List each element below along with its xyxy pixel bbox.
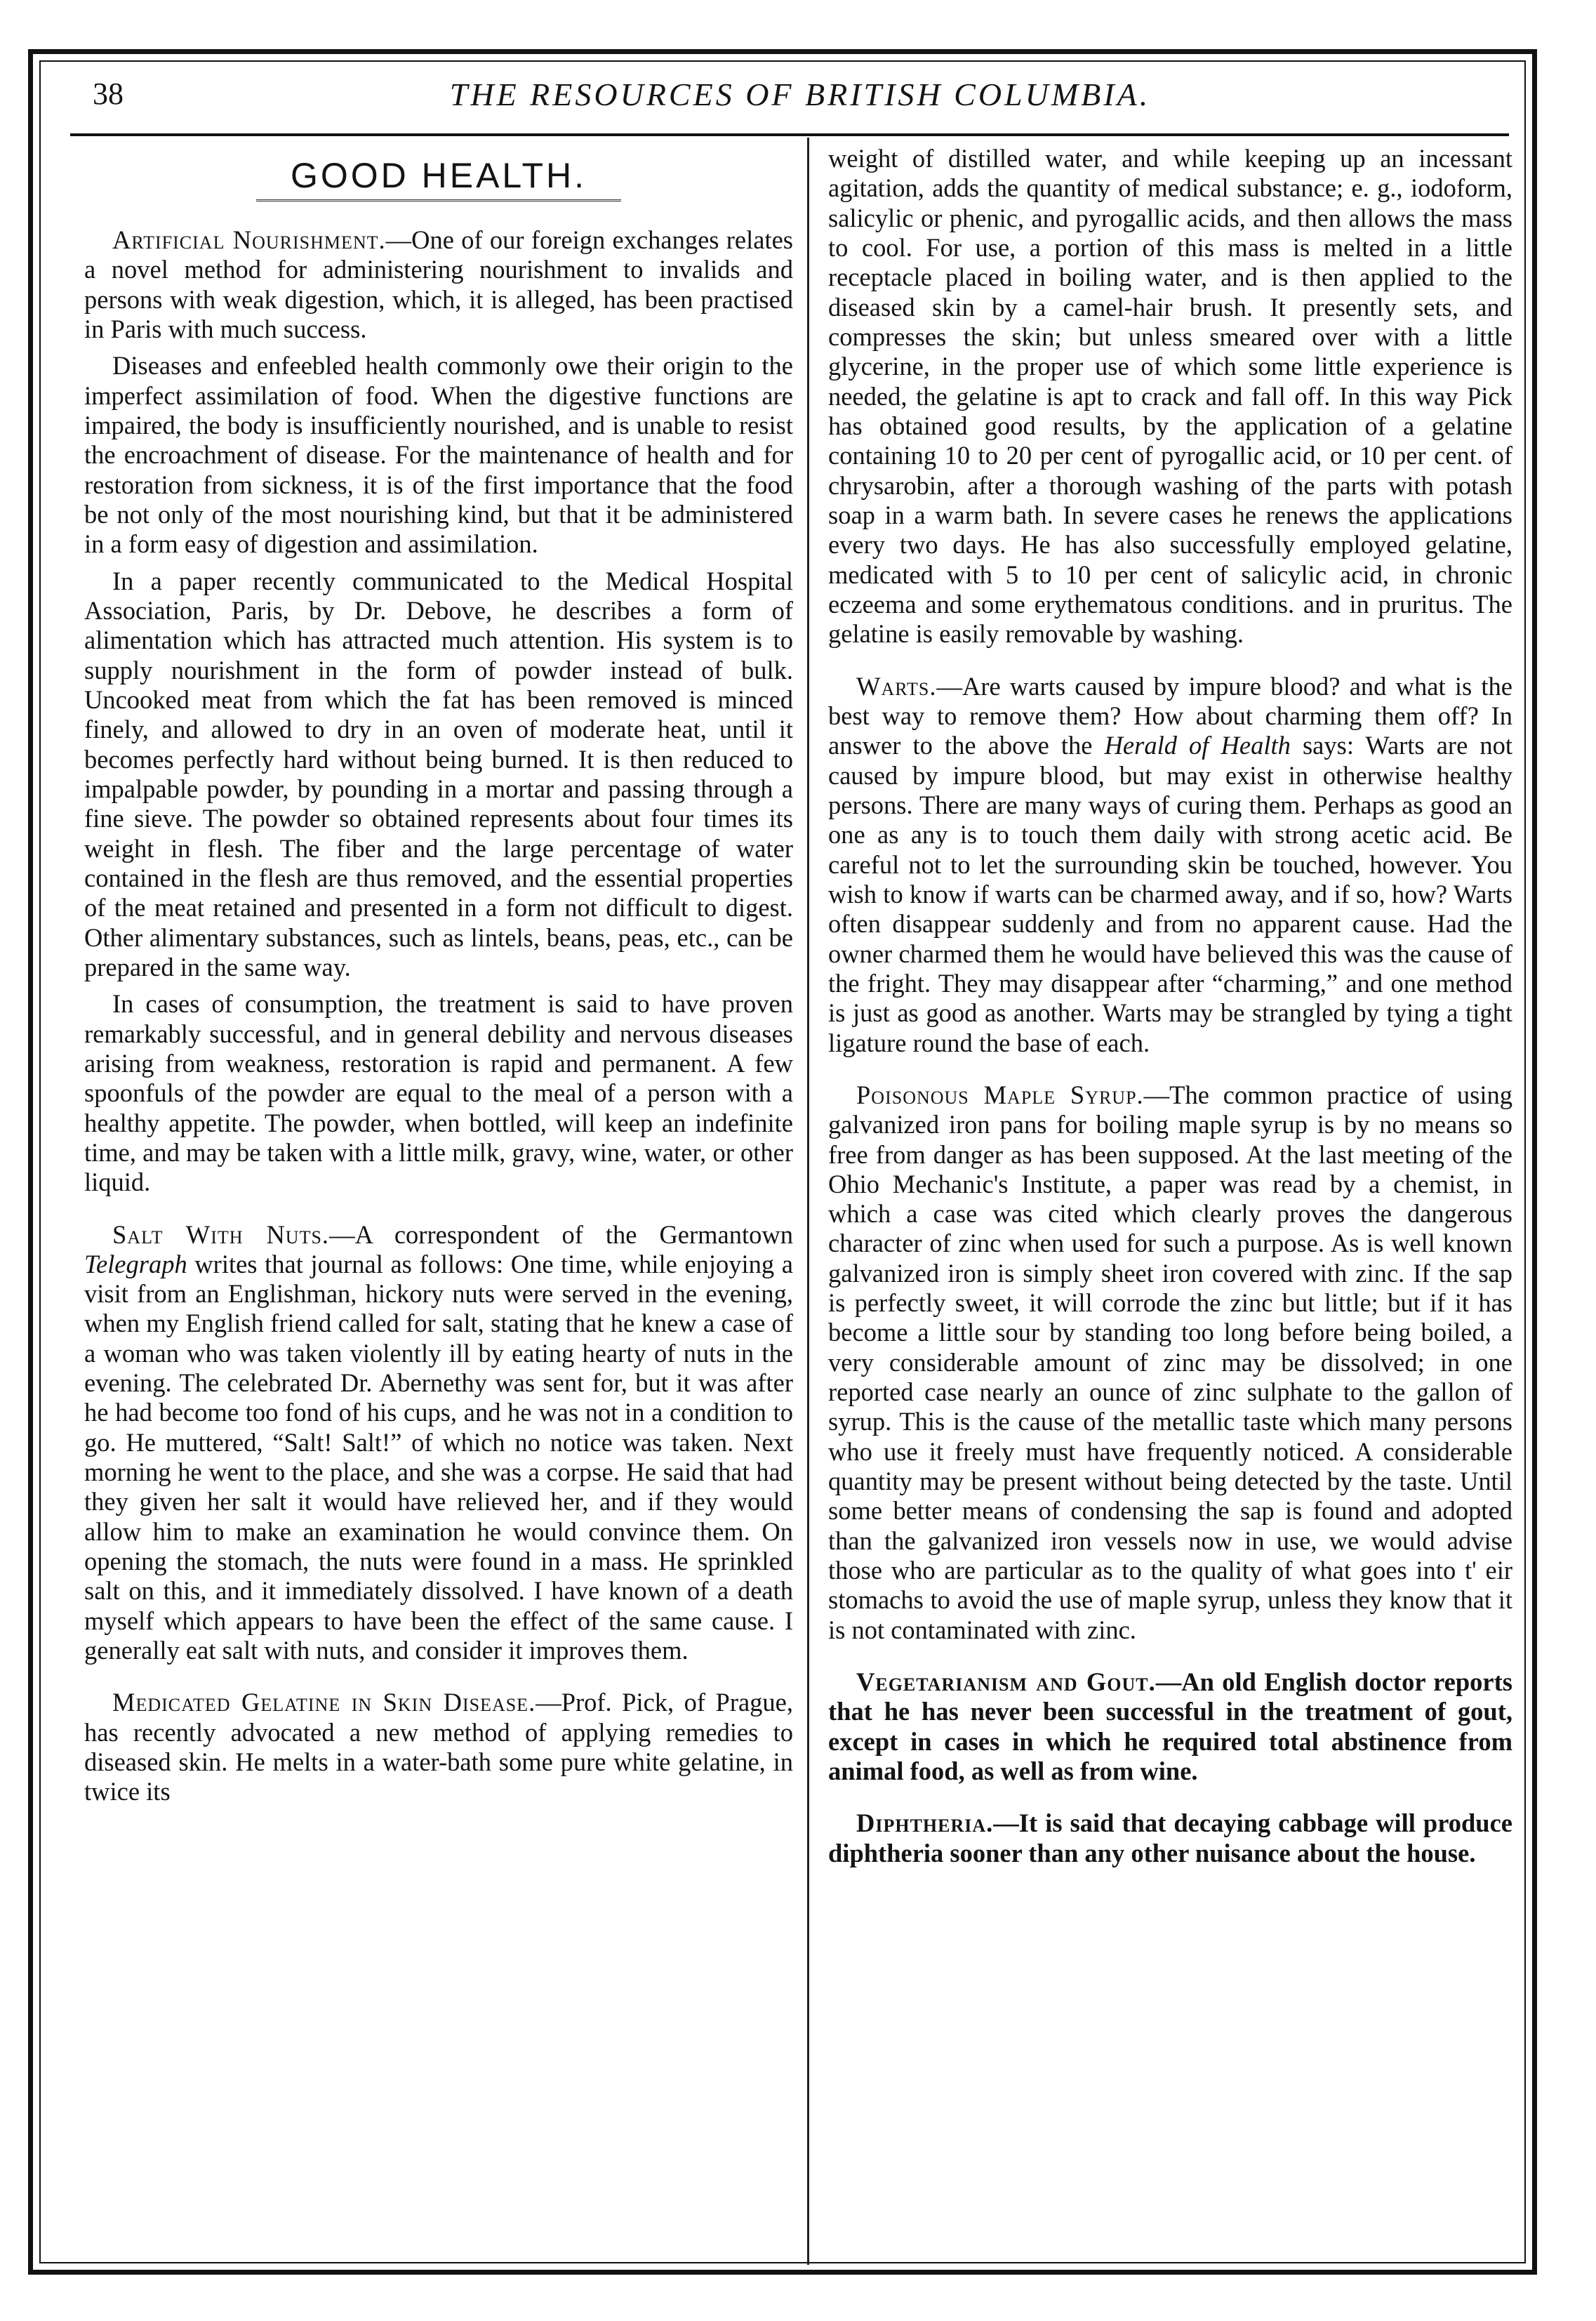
article-artificial-nourishment [84, 225, 793, 1198]
section-title-rule [256, 199, 621, 203]
article-medicated-gelatine-continued [828, 144, 1512, 649]
paragraph-text: —Are warts caused by impure blood? and what is the best way to remove them? How about charming them off? In answer to the above the [828, 671, 1512, 760]
paragraph-text: —The common practice of using galvanized iron pans for boiling maple syrup is by no means so free from danger as has been supposed. At the last meeting of the Ohio Mechanic's Institute, a paper was read by a chemist, in which a case was cited which clearly proves the dangerous character of zinc when used for such a purpose. As is well known galvanized iron is simply sheet iron covered with zinc. If the sap is perfectly sweet, it will corrode the zinc but little; but if it has become a little sour by standing too long before being boiled, a very considerable amount of zinc may be dissolved; in one reported case nearly an ounce of zinc sulphate to the gallon of syrup. This is the cause of the metallic taste which many persons who use it freely must have frequently noticed. A considerable quantity may be present without being detected by the taste. Until some better means of condensing the sap is found and adopted than the galvanized iron vessels now in use, we would advise those who are particular as to the quality of what goes into t' eir stomachs to avoid the use of maple syrup, unless they know that it is not contaminated with zinc. [828, 1080, 1512, 1644]
paragraph: weight of distilled water, and while keeping up an incessant agitation, adds the quantity of medical substance; e. g., iodoform, salicylic or phenic, and pyrogallic acids, and then allows the mass to cool. For use, a portion of this mass is melted in a little receptacle placed in boiling water, and is then applied to the diseased skin by a camel-hair brush. It presently sets, and compresses the skin; but unless smeared over with a little glycerine, in the proper use of which some little experience is needed, the gelatine is apt to crack and fall off. In this way Pick has obtained good results, by the application of a gelatine containing 10 to 20 per cent of pyrogallic acid, or 10 per cent. of chrysarobin, after a thorough washing of the parts with potash soap in a warm bath. In severe cases he renews the applications every two days. He has also successfully employed gelatine, medicated with 5 to 10 per cent of salicylic acid, in chronic eczeema and some erythematous conditions. and in pruritus. The gelatine is easily removable by washing. [828, 144, 1512, 649]
running-head [84, 76, 1516, 118]
article-heading: Vegetarianism and Gout. [856, 1667, 1156, 1697]
column-divider [807, 138, 809, 2265]
paragraph-text: writes that journal as follows: One time, while enjoying a visit from an Englishman, hickory nuts were served in the evening, when my English friend called for salt, stating that he knew a case of a woman who was taken violently ill by eating hearty of nuts in the evening. The celebrated Dr. Abernethy was sent for, but it was after he had become too fond of his cups, and he was not in a condition to go. He muttered, “Salt! Salt!” of which no notice was taken. Next morning he went to the place, and she was a corpse. He said that had they given her salt it would have relieved her, and if they would allow him to make an examination he would convince them. On opening the stomach, the nuts were found in a mass. He sprinkled salt on this, and it immediately dissolved. I have known of a death myself which appears to have been the effect of the same cause. I generally eat salt with nuts, and consider it improves them. [84, 1249, 793, 1665]
article-heading: Warts. [856, 671, 937, 701]
paragraph [84, 1220, 793, 1666]
paragraph-text: —A correspondent of the Germantown [329, 1219, 793, 1249]
journal-name: Herald of Health [1104, 731, 1291, 760]
article-salt-with-nuts [84, 1220, 793, 1666]
article-heading: Poisonous Maple Syrup. [856, 1080, 1144, 1109]
newspaper-name: Telegraph [84, 1249, 187, 1278]
article-warts [828, 672, 1512, 1058]
article-heading: Artificial Nourishment. [112, 225, 386, 254]
paragraph [828, 672, 1512, 1058]
article-vegetarianism-and-gout [828, 1667, 1512, 1786]
paragraph-text: —One of our foreign exchanges relates a novel method for administering nourishment to invalids and persons with weak digestion, which, it is alleged, has been practised in Paris with much success. [84, 225, 793, 343]
paragraph [84, 225, 793, 344]
article-heading: Salt With Nuts. [112, 1219, 330, 1249]
paragraph: In cases of consumption, the treatment is said to have proven remarkably successful, and in general debility and nervous diseases arising from weakness, restoration is rapid and permanent. A few spoonfuls of the powder are equal to the meal of a person with a healthy appetite. The powder, when bottled, will keep an indefinite time, and may be taken with a little milk, gravy, wine, water, or other liquid. [84, 989, 793, 1197]
left-column [84, 144, 793, 1814]
article-heading: Diphtheria. [856, 1808, 994, 1838]
article-diphtheria [828, 1808, 1512, 1868]
paragraph [828, 1667, 1512, 1786]
paragraph [84, 1688, 793, 1806]
paragraph-text: —An old English doctor reports that he has never been successful in the treatment of gout, except in cases in which he required total abstinence from animal food, as well as from wine. [828, 1667, 1512, 1786]
paragraph [828, 1808, 1512, 1868]
paragraph: In a paper recently communicated to the Medical Hospital Association, Paris, by Dr. Debove, he describes a form of alimentation which has attracted much attention. His system is to supply nourishment in the form of powder instead of bulk. Uncooked meat from which the fat has been removed is minced finely, and allowed to dry in an oven of moderate heat, until it becomes perfectly hard without being burned. It is then reduced to impalpable powder, by pounding in a mortar and passing through a fine sieve. The powder so obtained represents about four times its weight in flesh. The fiber and the large percentage of water contained in the flesh are thus removed, and the essential properties of the meat retained and presented in a form not difficult to digest. Other alimentary substances, such as lintels, beans, peas, etc., can be prepared in the same way. [84, 566, 793, 981]
paragraph: Diseases and enfeebled health commonly owe their origin to the imperfect assimilation of food. When the digestive functions are impaired, the body is insufficiently nourished, and is unable to resist the encroachment of disease. For the maintenance of health and for restoration from sickness, it is of the first importance that the food be not only of the most nourishing kind, but that it be administered in a form easy of digestion and assimilation. [84, 351, 793, 559]
paragraph [828, 1080, 1512, 1645]
paragraph-text: —Prof. Pick, of Prague, has recently advocated a new method of applying remedies to diseased skin. He melts in a water-bath some pure white gelatine, in twice its [84, 1688, 794, 1806]
paragraph-text: —It is said that decaying cabbage will produce diphtheria sooner than any other nuisance about the house. [828, 1808, 1512, 1867]
article-heading: Medicated Gelatine in Skin Disease. [112, 1688, 536, 1717]
page-number: 38 [93, 77, 124, 111]
article-poisonous-maple-syrup [828, 1080, 1512, 1645]
article-medicated-gelatine [84, 1688, 793, 1806]
paragraph-text: says: Warts are not caused by impure blood, but may exist in otherwise healthy persons. There are many ways of curing them. Perhaps as good an one as any is to touch them daily with strong acetic acid. Be careful not to let the surrounding skin be touched, however. You wish to know if warts can be charmed away, and if so, how? Warts often disappear suddenly and from no apparent cause. Had the owner charmed them he would have believed this was the cause of the fright. They may disappear after “charming,” and one method is just as good as another. Warts may be strangled by tying a tight ligature round the base of each. [828, 731, 1513, 1057]
header-rule [70, 133, 1509, 136]
journal-title: THE RESOURCES OF BRITISH COLUMBIA. [449, 77, 1151, 112]
right-column [828, 144, 1512, 1875]
section-title: GOOD HEALTH. [290, 156, 587, 195]
